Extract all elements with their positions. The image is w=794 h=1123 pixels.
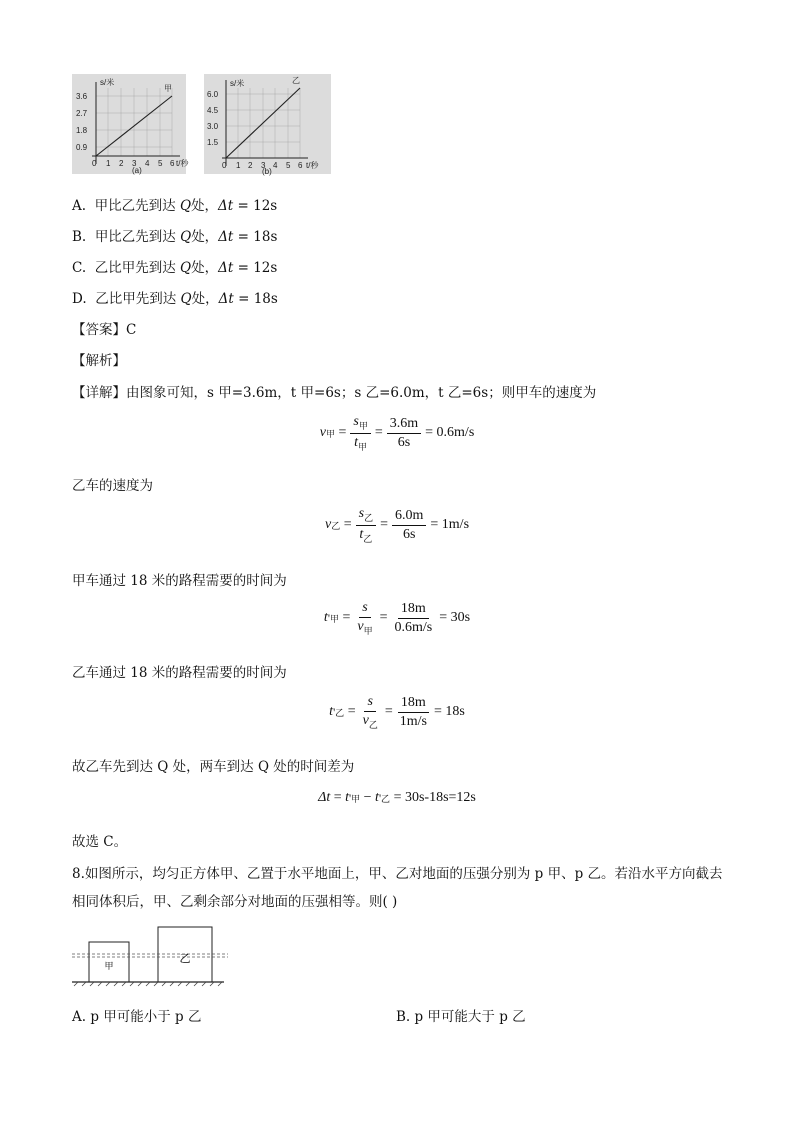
x-tick: 3 — [261, 161, 266, 170]
graph-b-photo — [204, 74, 331, 174]
graph-b — [204, 74, 331, 174]
y-tick: 1.8 — [76, 126, 88, 135]
y-label: s/米 — [100, 78, 115, 87]
x-tick: 0 — [222, 161, 227, 170]
option-d: D. 乙比甲先到达 Q处，Δt = 18s — [72, 291, 278, 307]
x-tick: 6 — [298, 161, 303, 170]
y-tick: 2.7 — [76, 109, 88, 118]
equation-3: t ' 甲 = $\frac{s}{v_甲}$ = $\frac{18m}{0.6m/s}$ = 30s — [323, 600, 471, 636]
y-tick: 4.5 — [207, 106, 219, 115]
y-label: s/米 — [230, 79, 245, 88]
q8-figure — [72, 922, 228, 986]
x-tick: 1 — [236, 161, 241, 170]
q8-line-2: 相同体积后，甲、乙剩余部分对地面的压强相等。则( ) — [72, 894, 398, 910]
option-b: B. 甲比乙先到达 Q处，Δt = 18s — [72, 229, 278, 245]
answer-line — [72, 318, 136, 338]
x-tick: 1 — [106, 159, 111, 168]
x-tick: 2 — [248, 161, 253, 170]
x-tick: 0 — [92, 159, 97, 168]
x-tick: 5 — [286, 161, 291, 170]
x-tick: 6 — [170, 159, 175, 168]
option-a: A. 甲比乙先到达 Q处，Δt = 12s — [72, 198, 278, 214]
y-tick: 0.9 — [76, 143, 88, 152]
x-tick: 3 — [132, 159, 137, 168]
equation-5: Δt = t ' 甲 − t ' 乙 = 30s-18s=12s — [318, 790, 476, 805]
equation-4: t ' 乙 = $\frac{s}{v_乙}$ = $\frac{18m}{1m/s}$ = 18s — [329, 694, 465, 730]
y-tick: 3.6 — [76, 92, 88, 101]
x-tick: 4 — [145, 159, 150, 168]
text-4: 乙车通过 18 米的路程需要的时间为 — [72, 665, 287, 681]
panel-label: (b) — [262, 167, 272, 176]
q8-option-a: A. p 甲可能小于 p 乙 — [72, 1009, 202, 1025]
text-6: 故选 C。 — [72, 834, 128, 850]
y-tick: 1.5 — [207, 138, 219, 147]
text-3: 甲车通过 18 米的路程需要的时间为 — [72, 573, 287, 589]
detail-label: 【详解】 — [72, 385, 126, 401]
q8-line-1: 8.如图所示，均匀正方体甲、乙置于水平地面上，甲、乙对地面的压强分别为 p 甲、p 乙。若沿水平方向截去 — [72, 866, 723, 882]
graph-a-photo — [72, 74, 189, 175]
y-tick: 3.0 — [207, 122, 219, 131]
x-tick: 5 — [158, 159, 163, 168]
analysis-label: 【解析】 — [72, 353, 126, 369]
equation-2: v 乙 = $\frac{s_乙}{t_乙}$ = $\frac{6.0m}{6s}$ = 1m/s — [324, 506, 470, 544]
x-label: t/秒 — [306, 161, 319, 170]
series-label: 甲 — [164, 84, 172, 93]
series-label: 乙 — [292, 76, 300, 85]
answer-value: C — [126, 322, 137, 338]
text-5: 故乙车先到达 Q 处，两车到达 Q 处的时间差为 — [72, 759, 355, 775]
detail-line — [72, 381, 596, 401]
panel-label: (a) — [132, 166, 142, 175]
x-tick: 4 — [273, 161, 278, 170]
graph-a — [72, 74, 189, 175]
block-jia-label: 甲 — [104, 962, 114, 972]
x-tick: 2 — [119, 159, 124, 168]
answer-label: 【答案】 — [72, 322, 126, 338]
block-yi-label: 乙 — [179, 952, 191, 965]
option-c: C. 乙比甲先到达 Q处，Δt = 12s — [72, 260, 278, 276]
y-tick: 6.0 — [207, 90, 219, 99]
detail-text: 由图象可知，s 甲=3.6m，t 甲=6s；s 乙=6.0m，t 乙=6s；则甲车的速度为 — [126, 385, 597, 401]
equation-1: v 甲 = $\frac{s_甲}{t_甲}$ = $\frac{3.6m}{6s}$ = 0.6m/s — [319, 414, 475, 452]
x-label: t/秒 — [176, 159, 189, 168]
text-2: 乙车的速度为 — [72, 478, 153, 494]
q8-option-b: B. p 甲可能大于 p 乙 — [396, 1009, 526, 1025]
